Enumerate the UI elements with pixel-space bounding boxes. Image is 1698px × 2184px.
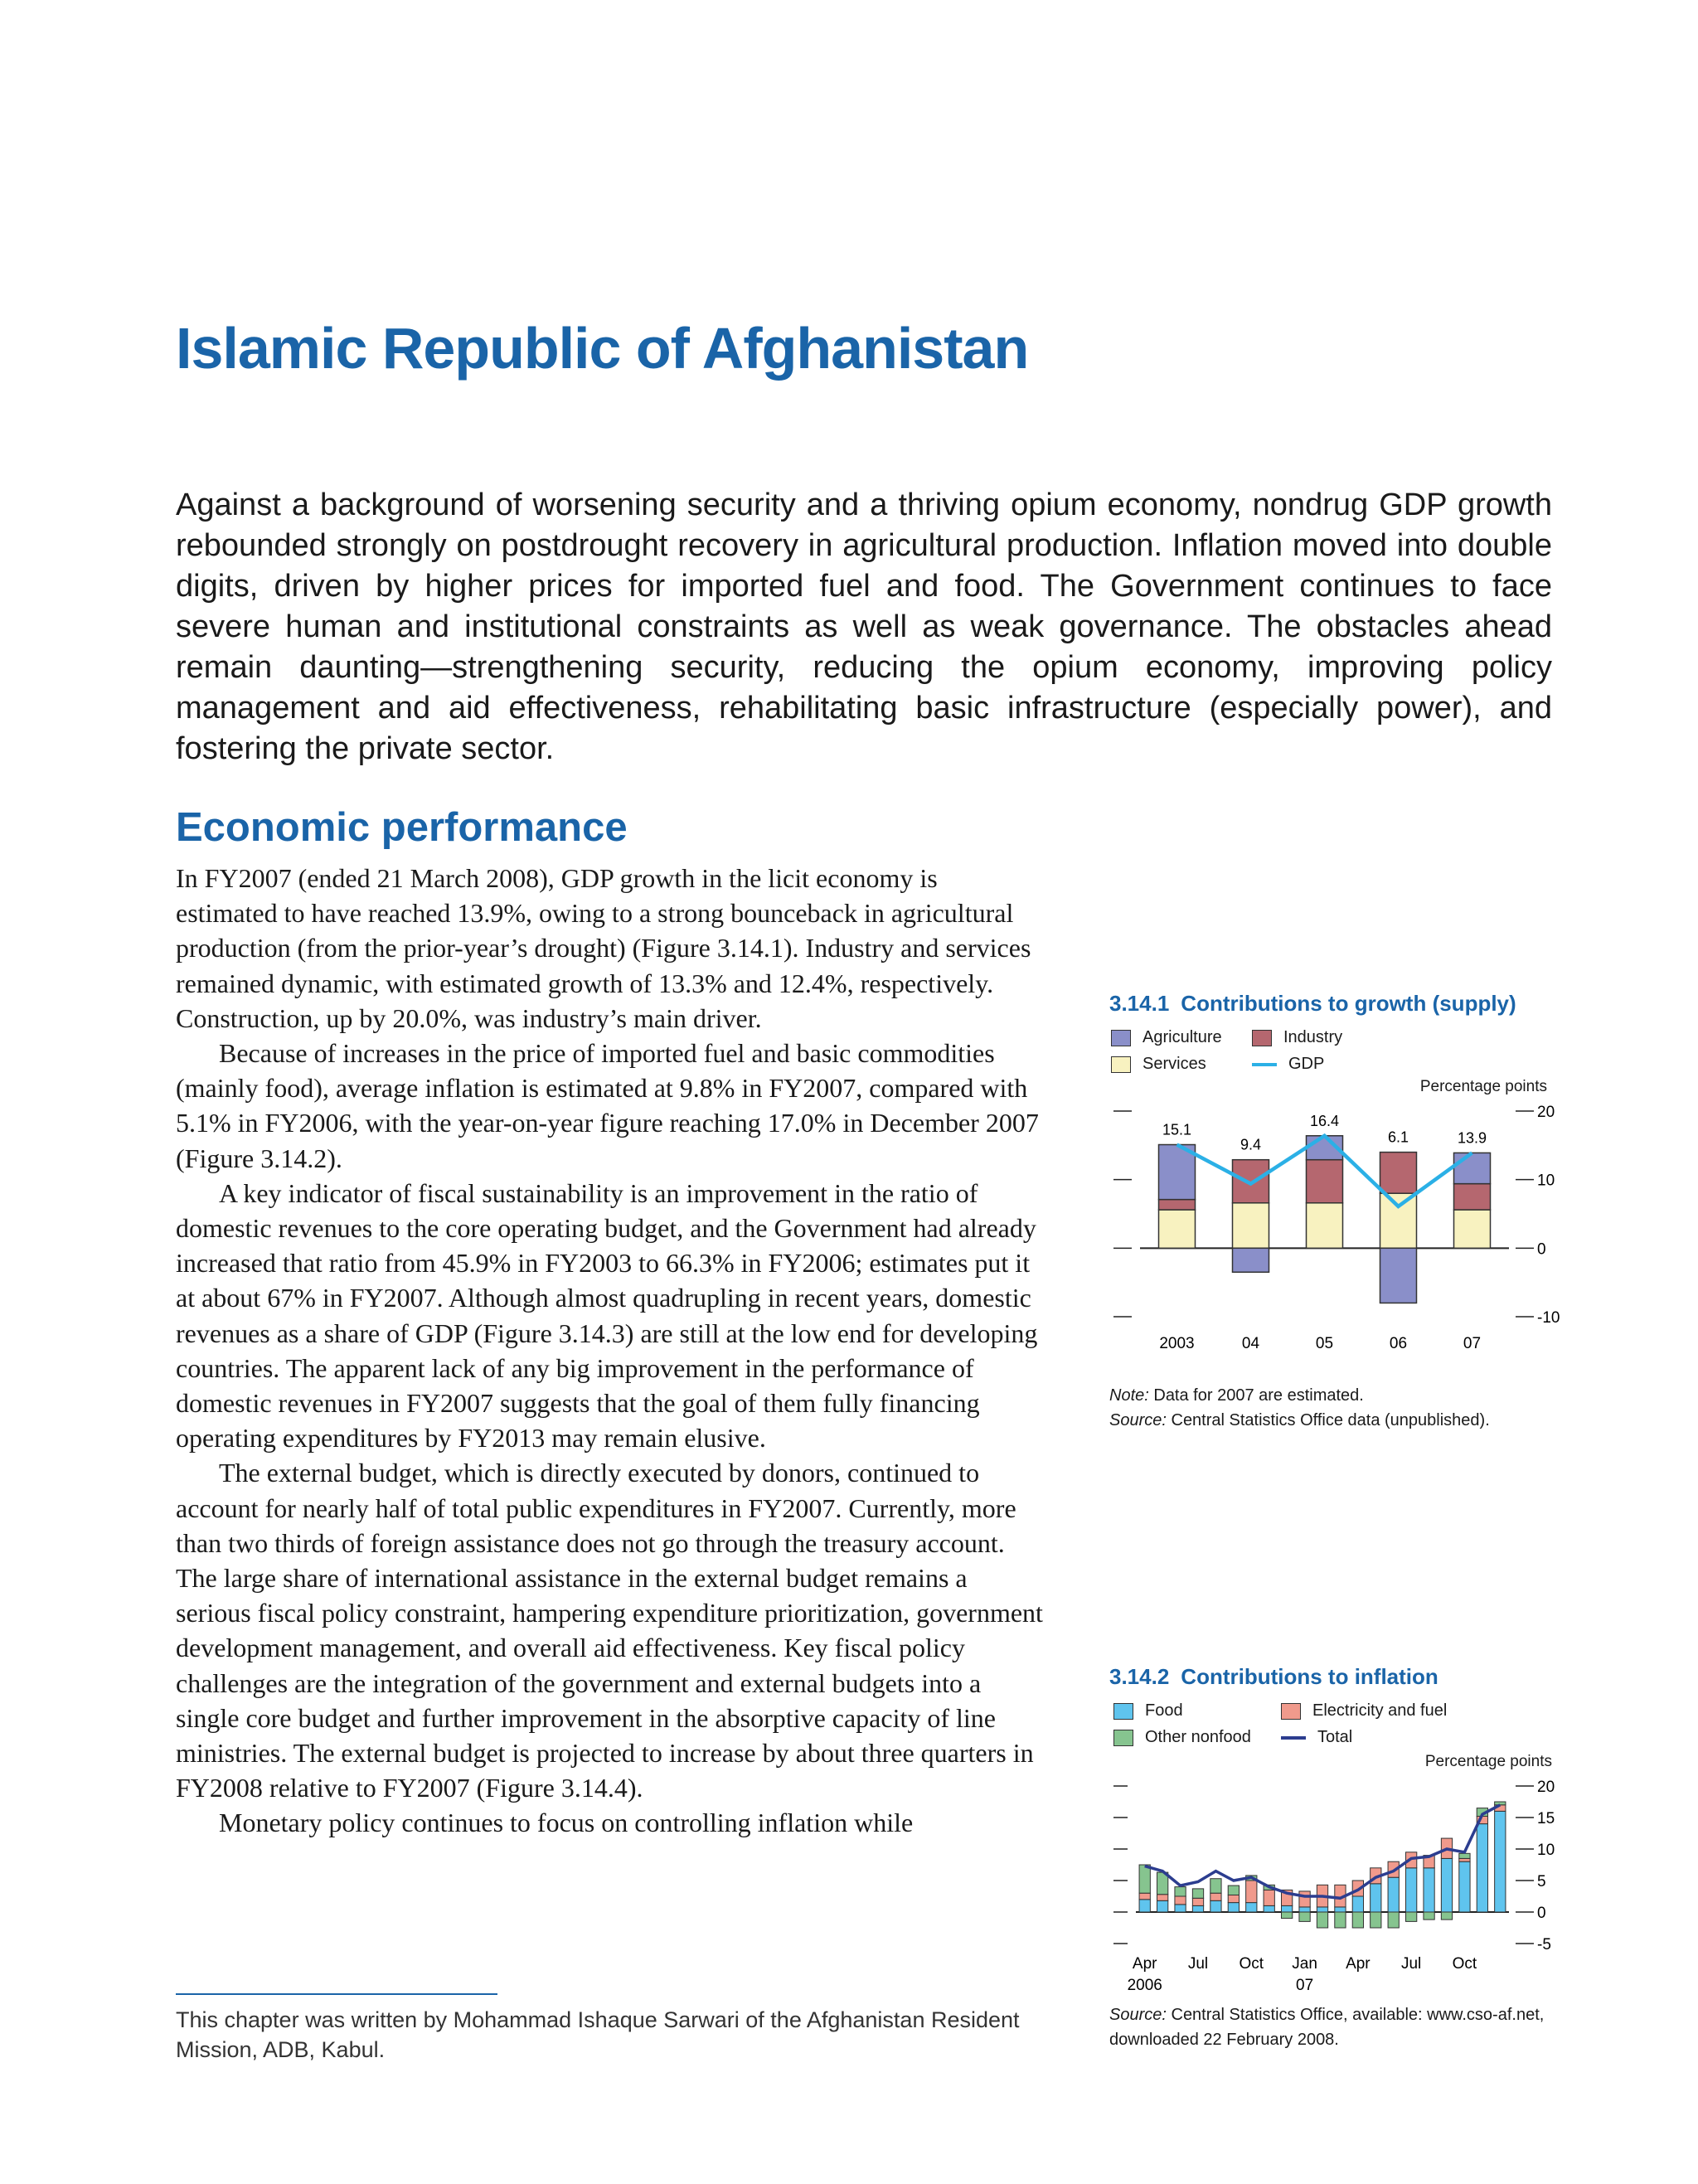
bar-food — [1192, 1905, 1203, 1912]
bar-services — [1307, 1203, 1343, 1249]
bar-food — [1459, 1861, 1470, 1912]
body-text — [176, 861, 1045, 1841]
x-tick-label: Jul — [1400, 1955, 1422, 1973]
bar-food — [1317, 1907, 1327, 1912]
bar-electricity-fuel — [1228, 1895, 1239, 1902]
paragraph: Because of increases in the price of imported fuel and basic commodities (mainly food), average inflation is estimated at 9.8% in FY2007, compared with 5.1% in FY2006, with the year-on-year figure reaching 17.0% in December 2007 (Figure 3.14.2). — [176, 1038, 1039, 1173]
bar-food — [1424, 1868, 1434, 1912]
bar-industry — [1454, 1184, 1491, 1210]
bar-electricity-fuel — [1157, 1895, 1168, 1901]
legend-industry — [1252, 1028, 1342, 1047]
bar-other-nonfood — [1210, 1879, 1221, 1893]
x-tick-label: Oct — [1452, 1955, 1477, 1973]
bar-services — [1233, 1203, 1269, 1249]
bar-food — [1175, 1905, 1186, 1912]
bar-other-nonfood — [1424, 1912, 1434, 1919]
bar-electricity-fuel — [1459, 1858, 1470, 1861]
bar-electricity-fuel — [1139, 1893, 1150, 1900]
y-tick-label: 20 — [1537, 1779, 1555, 1796]
bar-food — [1264, 1905, 1274, 1912]
paragraph: The external budget, which is directly executed by donors, continued to account for nearly half of total public expenditures in FY2007. Currently, more than two thirds of foreign assistance does not go through the treasury account. The large share of international assistance in the external budget remains a serious fiscal policy constraint, hampering expenditure prioritization, government development management, and overall aid effectiveness. Key fiscal policy challenges are the integration of the government and external budgets into a single core budget and further improvement in the absorptive capacity of line ministries. The external budget is projected to increase by about three quarters in FY2008 relative to FY2007 (Figure 3.14.4). — [176, 1458, 1043, 1803]
y-tick-label: 20 — [1537, 1104, 1555, 1121]
bar-electricity-fuel — [1264, 1890, 1274, 1905]
figure-1-caption: Contributions to growth (supply) — [1181, 991, 1516, 1016]
figure-1-number: 3.14.1 — [1109, 991, 1170, 1016]
bar-food — [1406, 1868, 1417, 1912]
bar-food — [1441, 1858, 1452, 1912]
bar-food — [1495, 1811, 1506, 1912]
x-tick-label: 07 — [1296, 1977, 1314, 1994]
bar-food — [1228, 1903, 1239, 1912]
bar-electricity-fuel — [1246, 1881, 1257, 1903]
inflation-chart — [1103, 1769, 1567, 2002]
legend-line — [1281, 1736, 1306, 1740]
y-tick-label: 15 — [1537, 1810, 1555, 1827]
legend-label: Services — [1143, 1055, 1206, 1073]
bar-electricity-fuel — [1210, 1893, 1221, 1900]
bar-services — [1159, 1210, 1196, 1248]
paragraph: A key indicator of fiscal sustainability is an improvement in the ratio of domestic revenues to the core operating budget, and the Government had already increased that ratio from 45.9% in FY2003 to 66.3% in FY2006; estimates put it at about 67% in FY2007. Although almost quadrupling in recent years, domestic revenues as a share of GDP (Figure 3.14.3) are still at the low end for developing countries. The apparent lack of any big improvement in the performance of domestic revenues in FY2007 suggests that the goal of them fully financing operating expenditures by FY2013 may remain elusive. — [176, 1177, 1038, 1454]
data-label: 15.1 — [1162, 1121, 1192, 1138]
bar-food — [1477, 1824, 1487, 1912]
x-tick-label: 2003 — [1159, 1335, 1195, 1352]
y-tick-label: -5 — [1537, 1936, 1551, 1953]
y-tick-label: 5 — [1537, 1873, 1546, 1890]
bar-other-nonfood — [1299, 1912, 1310, 1921]
legend-label: Agriculture — [1143, 1028, 1222, 1046]
bar-services — [1454, 1210, 1491, 1248]
legend-swatch — [1281, 1703, 1301, 1720]
bar-food — [1299, 1907, 1310, 1912]
bar-food — [1157, 1900, 1168, 1912]
x-tick-label: 04 — [1241, 1335, 1260, 1352]
bar-food — [1210, 1900, 1221, 1912]
page-title: Islamic Republic of Afghanistan — [176, 316, 1029, 381]
footnote-rule — [176, 1993, 497, 1995]
bar-agriculture — [1380, 1248, 1417, 1303]
bar-food — [1388, 1877, 1399, 1912]
legend-total — [1281, 1728, 1352, 1747]
legend-label: Electricity and fuel — [1312, 1701, 1448, 1720]
y-tick-label: 10 — [1537, 1842, 1555, 1859]
y-tick-label: 10 — [1537, 1172, 1555, 1190]
legend-agriculture — [1111, 1028, 1222, 1047]
growth-chart — [1103, 1094, 1567, 1360]
x-tick-label: 07 — [1463, 1335, 1482, 1352]
legend-label: Other nonfood — [1145, 1728, 1251, 1746]
bar-food — [1335, 1907, 1346, 1912]
bar-other-nonfood — [1175, 1887, 1186, 1896]
bar-other-nonfood — [1352, 1912, 1363, 1928]
legend-label: GDP — [1288, 1055, 1325, 1073]
bar-other-nonfood — [1139, 1865, 1150, 1893]
legend-food — [1113, 1701, 1183, 1721]
data-label: 16.4 — [1309, 1112, 1340, 1129]
bar-other-nonfood — [1441, 1912, 1452, 1919]
legend-label: Total — [1317, 1728, 1353, 1746]
bar-food — [1371, 1884, 1381, 1912]
bar-industry — [1307, 1160, 1343, 1203]
figure-2-caption: Contributions to inflation — [1181, 1664, 1438, 1689]
figure-2-title — [1109, 1664, 1438, 1690]
bar-food — [1246, 1903, 1257, 1912]
bar-other-nonfood — [1371, 1912, 1381, 1928]
legend-other-nonfood — [1113, 1728, 1251, 1747]
bar-electricity-fuel — [1175, 1896, 1186, 1905]
figure-2-source: Source: Central Statistics Office, available: www.cso-af.net, downloaded 22 February 2008. — [1109, 2006, 1545, 2049]
figure-2-unit: Percentage points — [1424, 1753, 1552, 1770]
bar-other-nonfood — [1317, 1912, 1327, 1928]
legend-services — [1111, 1055, 1206, 1074]
bar-food — [1139, 1900, 1150, 1912]
figure-1-unit: Percentage points — [1419, 1078, 1547, 1095]
bar-other-nonfood — [1388, 1912, 1399, 1928]
bar-food — [1352, 1896, 1363, 1912]
x-tick-label: Jul — [1187, 1955, 1209, 1973]
legend-swatch — [1111, 1030, 1131, 1046]
bar-other-nonfood — [1459, 1853, 1470, 1858]
legend-label: Food — [1145, 1701, 1183, 1720]
legend-swatch — [1113, 1703, 1133, 1720]
paragraph: In FY2007 (ended 21 March 2008), GDP growth in the licit economy is estimated to have reached 13.9%, owing to a strong bounceback in agricultural production (from the prior-year’s drought) (Figure 3.14.1). Industry and services remained dynamic, with estimated growth of 13.3% and 12.4%, respectively. Construction, up by 20.0%, was industry’s main driver. — [176, 863, 1031, 1033]
legend-swatch — [1111, 1056, 1131, 1073]
bar-electricity-fuel — [1299, 1891, 1310, 1907]
bar-industry — [1233, 1160, 1269, 1203]
x-tick-label: Apr — [1132, 1955, 1157, 1973]
legend-electricity-fuel — [1281, 1701, 1447, 1721]
figure-1-source: Source: Central Statistics Office data (unpublished). — [1109, 1411, 1490, 1429]
footnote: This chapter was written by Mohammad Ishaque Sarwari of the Afghanistan Resident Mission, ADB, Kabul. — [176, 2007, 1020, 2062]
y-tick-label: 0 — [1537, 1240, 1546, 1259]
y-tick-label: 0 — [1537, 1905, 1546, 1922]
bar-industry — [1159, 1200, 1196, 1210]
figure-1-notes — [1109, 1383, 1557, 1433]
x-tick-label: Apr — [1346, 1955, 1371, 1973]
legend-gdp — [1252, 1055, 1324, 1074]
legend-label: Industry — [1283, 1028, 1343, 1046]
bar-other-nonfood — [1495, 1802, 1506, 1805]
y-tick-label: -10 — [1537, 1309, 1560, 1327]
bar-food — [1282, 1905, 1293, 1912]
bar-agriculture — [1233, 1248, 1269, 1272]
x-tick-label: Oct — [1239, 1955, 1264, 1973]
lead-summary: Against a background of worsening security and a thriving opium economy, nondrug GDP growth rebounded strongly on postdrought recovery in agricultural production. Inflation moved into double digits, driven by higher prices for imported fuel and food. The Government continues to face severe human and institutional constraints as well as weak governance. The obstacles ahead remain daunting—strengthening security, reducing the opium economy, improving policy management and aid effectiveness, rehabilitating basic infrastructure (especially power), and fostering the private sector. — [176, 488, 1552, 766]
bar-electricity-fuel — [1192, 1898, 1203, 1905]
bar-agriculture — [1454, 1153, 1491, 1183]
figure-2-number: 3.14.2 — [1109, 1664, 1170, 1689]
x-tick-label: Jan — [1292, 1955, 1317, 1973]
x-tick-label: 05 — [1315, 1335, 1334, 1352]
data-label: 6.1 — [1387, 1128, 1409, 1146]
bar-other-nonfood — [1192, 1889, 1203, 1898]
data-label: 9.4 — [1240, 1136, 1262, 1153]
bar-other-nonfood — [1282, 1912, 1293, 1919]
bar-other-nonfood — [1335, 1912, 1346, 1928]
x-tick-label: 06 — [1389, 1335, 1408, 1352]
section-heading: Economic performance — [176, 805, 628, 850]
bar-other-nonfood — [1228, 1886, 1239, 1895]
bar-services — [1380, 1193, 1417, 1248]
bar-industry — [1380, 1153, 1417, 1194]
figure-1-note: Note: Data for 2007 are estimated. — [1109, 1386, 1364, 1405]
figure-1-title — [1109, 991, 1516, 1017]
legend-line — [1252, 1063, 1277, 1066]
data-label: 13.9 — [1457, 1129, 1487, 1147]
legend-swatch — [1113, 1730, 1133, 1746]
legend-swatch — [1252, 1030, 1272, 1046]
bar-other-nonfood — [1406, 1912, 1417, 1921]
x-tick-label: 2006 — [1127, 1977, 1162, 1994]
paragraph: Monetary policy continues to focus on controlling inflation while — [219, 1808, 914, 1838]
